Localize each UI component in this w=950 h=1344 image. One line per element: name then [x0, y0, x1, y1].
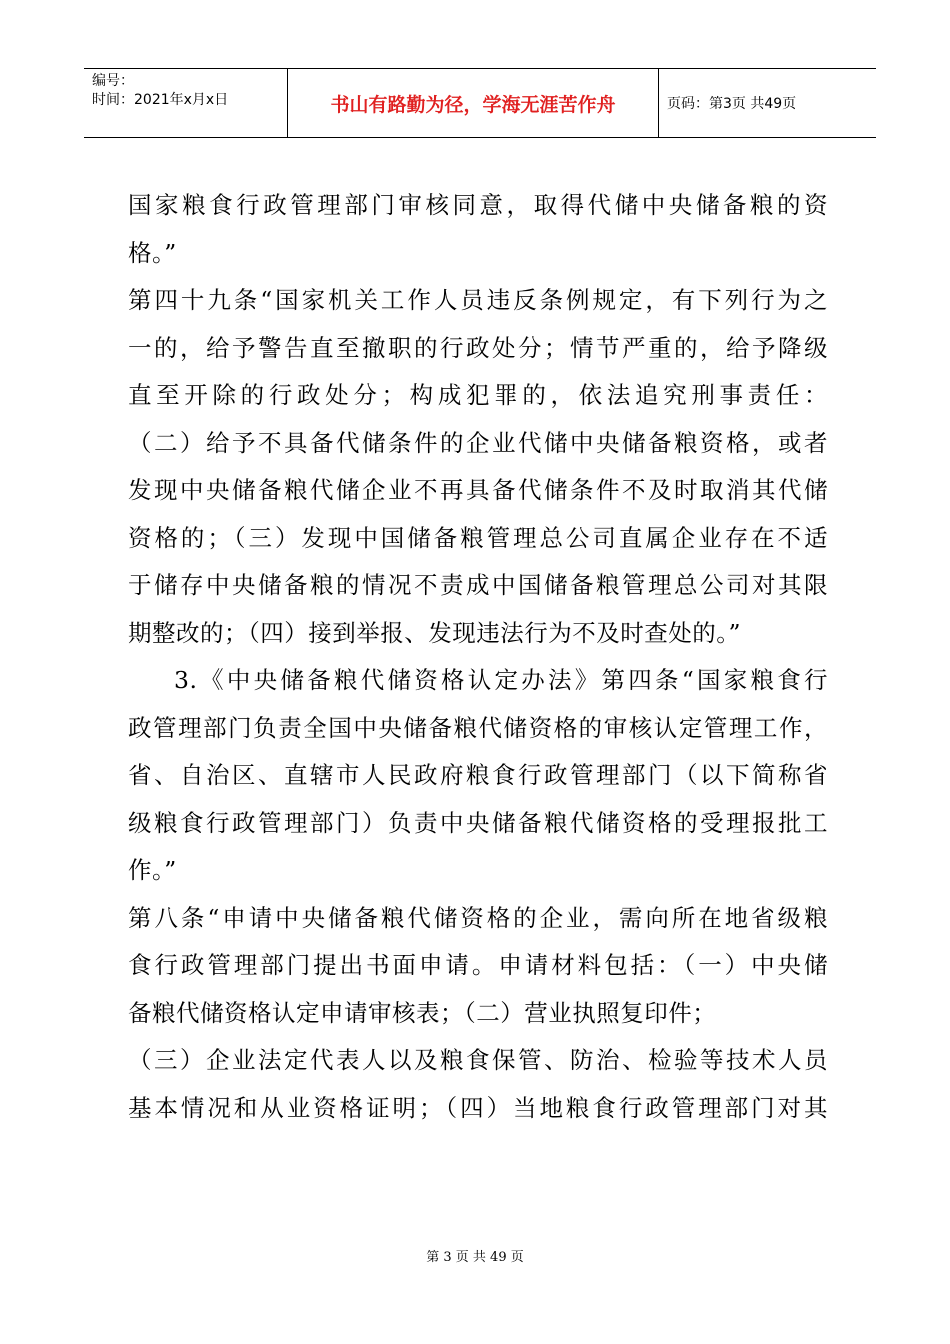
text-line: 国家粮食行政管理部门审核同意，取得代储中央储备粮的资 [128, 191, 828, 219]
text-line: 备粮代储资格认定申请审核表；（二）营业执照复印件； [128, 998, 717, 1027]
page-header [84, 68, 876, 138]
text-line: 3.《中央储备粮代储资格认定办法》第四条“国家粮食行 [174, 666, 828, 694]
page-footer: 第 3 页 共 49 页 [426, 1250, 524, 1265]
document-body [128, 182, 828, 1132]
header-page-number: 页码：第3页 共49页 [667, 96, 797, 112]
text-line: 基本情况和从业资格证明；（四）当地粮食行政管理部门对其 [128, 1093, 828, 1122]
text-line: 期整改的；（四）接到举报、发现违法行为不及时查处的。” [128, 618, 742, 647]
header-meta [84, 69, 287, 137]
document-time: 时间：2021年x月x日 [92, 92, 229, 108]
text-line: 第八条“申请中央储备粮代储资格的企业，需向所在地省级粮 [128, 903, 828, 932]
text-line: 作。” [128, 856, 177, 884]
text-line: （三）企业法定代表人以及粮食保管、防治、检验等技术人员 [128, 1046, 828, 1074]
text-line: 发现中央储备粮代储企业不再具备代储条件不及时取消其代储 [128, 476, 828, 504]
text-line: 格。” [128, 238, 177, 267]
text-line: （二）给予不具备代储条件的企业代储中央储备粮资格，或者 [128, 428, 828, 457]
header-motto: 书山有路勤为径，学海无涯苦作舟 [287, 69, 659, 137]
text-line: 直至开除的行政处分；构成犯罪的，依法追究刑事责任： [128, 381, 828, 409]
text-line: 一的，给予警告直至撤职的行政处分；情节严重的，给予降级 [128, 333, 828, 362]
text-line: 第四十九条“国家机关工作人员违反条例规定，有下列行为之 [128, 286, 828, 314]
text-line: 于储存中央储备粮的情况不责成中国储备粮管理总公司对其限 [128, 571, 828, 599]
text-line: 省、自治区、直辖市人民政府粮食行政管理部门（以下简称省 [128, 761, 828, 789]
text-line: 级粮食行政管理部门）负责中央储备粮代储资格的受理报批工 [128, 808, 828, 837]
text-line: 政管理部门负责全国中央储备粮代储资格的审核认定管理工作， [128, 713, 828, 742]
text-line: 资格的；（三）发现中国储备粮管理总公司直属企业存在不适 [128, 523, 828, 552]
text-line: 食行政管理部门提出书面申请。申请材料包括：（一）中央储 [128, 951, 828, 979]
document-number: 编号： [92, 73, 134, 89]
